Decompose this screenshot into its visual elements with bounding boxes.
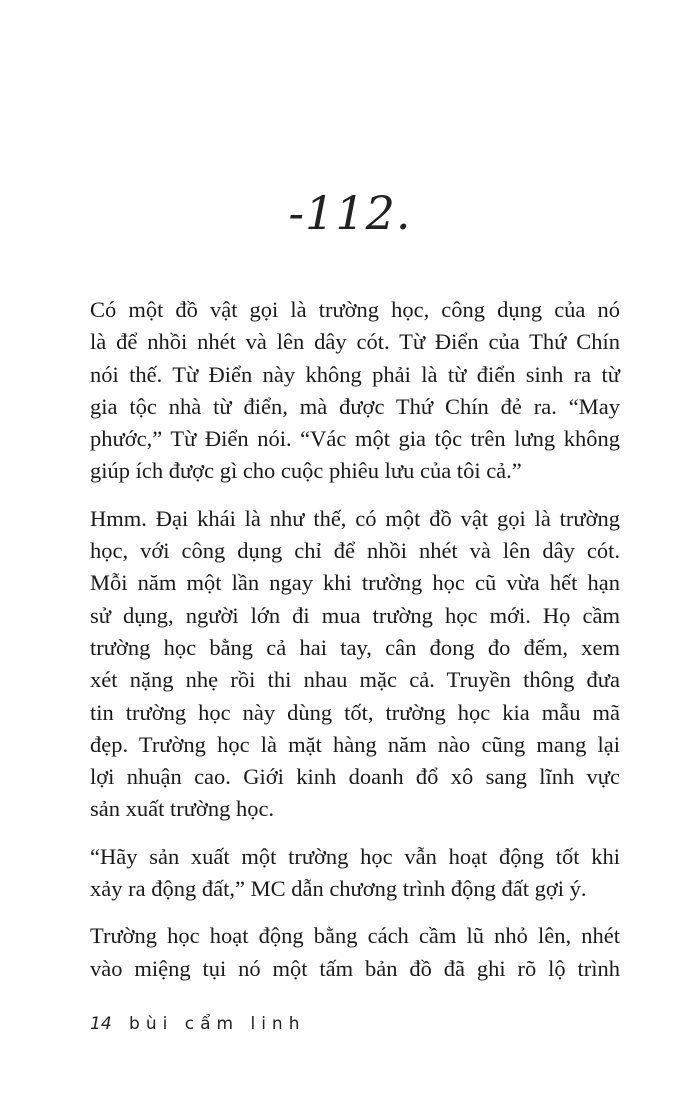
text-line: Trường học hoạt động bằng cách cầm lũ nhỏ lên, nhét xyxy=(90,923,620,949)
text-line: sản xuất trường học. xyxy=(90,796,275,822)
text-line: đẹp. Trường học là mặt hàng năm nào cũng mang lại xyxy=(90,731,620,757)
text-line: vào miệng tụi nó một tấm bản đồ đã ghi rõ lộ trình xyxy=(90,955,620,981)
text-line: Có một đồ vật gọi là trường học, công dụng của nó xyxy=(90,297,620,322)
text-line: sử dụng, người lớn đi mua trường học mới. Họ cầm xyxy=(90,602,620,628)
text-line: lợi nhuận cao. Giới kinh doanh đổ xô sang lĩnh vực xyxy=(90,764,620,790)
page-number: 14 xyxy=(90,1014,112,1034)
text-line: “Hãy sản xuất một trường học vẫn hoạt động tốt khi xyxy=(90,843,620,869)
body-text xyxy=(90,294,620,1000)
text-line: giúp ích được gì cho cuộc phiêu lưu của tôi cả.” xyxy=(90,458,522,484)
paragraph-4 xyxy=(90,920,620,985)
text-line: Mỗi năm một lần ngay khi trường học cũ vừa hết hạn xyxy=(90,570,620,596)
text-line: trường học bằng cả hai tay, cân đong đo đếm, xem xyxy=(90,634,620,660)
text-line: nói thế. Từ Điển này không phải là từ điển sinh ra từ xyxy=(90,361,620,387)
text-line: Hmm. Đại khái là như thế, có một đồ vật gọi là trường xyxy=(90,505,620,531)
paragraph-3 xyxy=(90,841,620,906)
text-line: tin trường học này dùng tốt, trường học kia mẫu mã xyxy=(90,699,620,725)
text-line: học, với công dụng chỉ để nhồi nhét và lên dây cót. xyxy=(90,538,620,564)
text-line: gia tộc nhà từ điển, mà được Thứ Chín đẻ ra. “May xyxy=(90,393,620,419)
text-line: xảy ra động đất,” MC dẫn chương trình động đất gợi ý. xyxy=(90,876,587,902)
paragraph-2 xyxy=(90,503,620,826)
paragraph-1 xyxy=(90,294,620,488)
author-name: bùi cẩm linh xyxy=(129,1014,306,1034)
text-line: phước,” Từ Điển nói. “Vác một gia tộc trên lưng không xyxy=(90,426,620,452)
page-footer xyxy=(90,1012,305,1036)
text-line: xét nặng nhẹ rồi thi nhau mặc cả. Truyền thông đưa xyxy=(90,667,620,693)
chapter-number: -112. xyxy=(288,186,412,240)
text-line: là để nhồi nhét và lên dây cót. Từ Điển của Thứ Chín xyxy=(90,329,620,355)
